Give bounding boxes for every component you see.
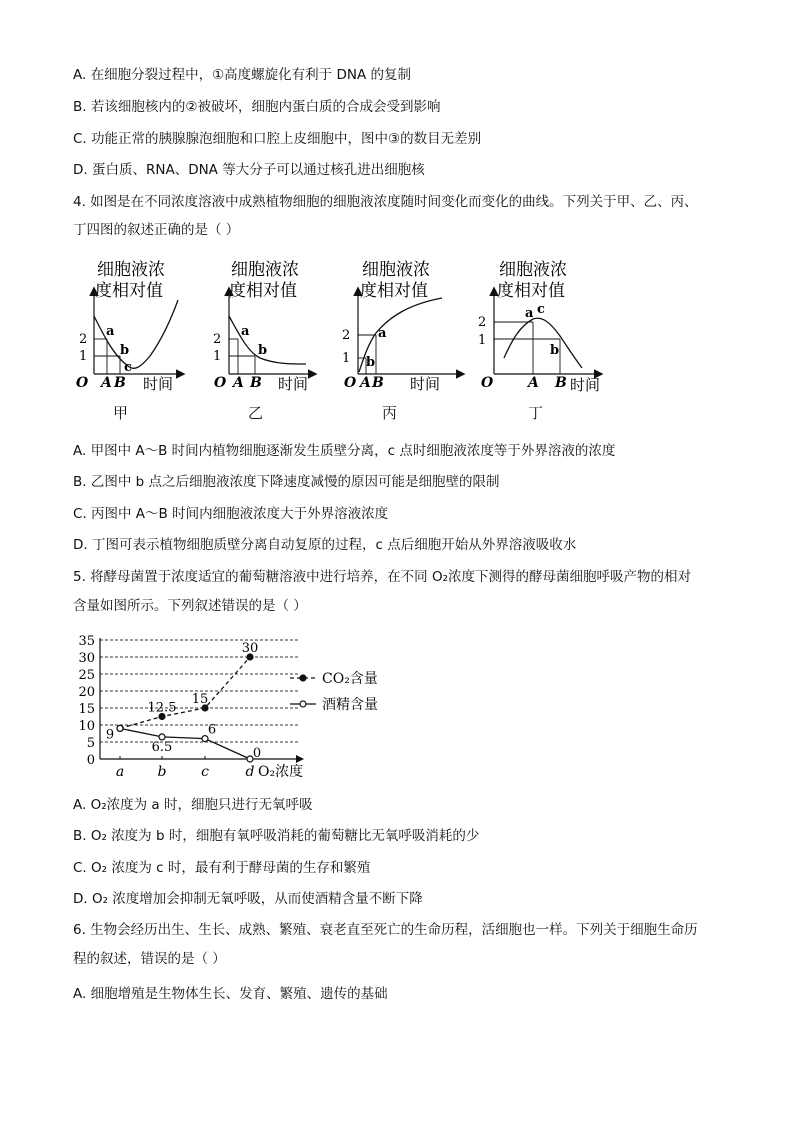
- chart-grid: [100, 640, 300, 742]
- q4-stem-line1: 4. 如图是在不同浓度溶液中成熟植物细胞的细胞液浓度随时间变化而变化的曲线。下列关于甲、乙、丙、: [73, 194, 698, 210]
- q3-option-c: C. 功能正常的胰腺腺泡细胞和口腔上皮细胞中，图中③的数目无差别: [73, 131, 482, 147]
- y-tick-label-35: 35: [78, 634, 95, 649]
- y-tick-label-15: 15: [78, 702, 95, 717]
- x-tick-label-a: a: [115, 764, 125, 780]
- graph-jia-point-b: b: [120, 343, 130, 358]
- graph-bing-xlabel: 时间: [410, 375, 441, 393]
- series-1-data-label-b: 6.5: [151, 739, 173, 755]
- graph-yi: [213, 260, 314, 393]
- x-tick-label-d: d: [245, 764, 255, 780]
- series-1-point-a: [117, 725, 123, 731]
- q5-stem-line1: 5. 将酵母菌置于浓度适宜的葡萄糖溶液中进行培养，在不同 O₂浓度下测得的酵母菌细胞呼吸产物的相对: [73, 569, 691, 585]
- graph-yi-ylabel-1: 细胞液浓: [231, 260, 299, 280]
- graph-bing-origin: O: [344, 375, 357, 391]
- graph-bing-tick-B: B: [372, 375, 384, 391]
- graph-ding-ylabel-1: 细胞液浓: [499, 260, 567, 280]
- graph-ding-origin: O: [481, 375, 494, 391]
- graph-ding-tick-B: B: [555, 375, 567, 391]
- q6-stem-line2: 程的叙述，错误的是（ ）: [73, 951, 226, 967]
- q3-option-a: A. 在细胞分裂过程中，①高度螺旋化有利于 DNA 的复制: [73, 67, 411, 83]
- legend-label-0: CO₂含量: [322, 671, 378, 687]
- graph-bing-point-a: a: [378, 326, 387, 341]
- q5-chart: [70, 628, 390, 783]
- graph-ding: [478, 260, 600, 394]
- graph-ding-curve: [504, 318, 582, 368]
- y-tick-label-0: 0: [86, 753, 95, 768]
- q6-option-a: A. 细胞增殖是生物体生长、发育、繁殖、遗传的基础: [73, 986, 388, 1002]
- graph-yi-origin: O: [214, 375, 227, 391]
- q5-option-d: D. O₂ 浓度增加会抑制无氧呼吸，从而使酒精含量不断下降: [73, 891, 423, 907]
- graph-ding-tick-A: A: [528, 375, 539, 391]
- q5-chart-svg: [70, 628, 390, 783]
- graph-jia-origin: O: [76, 375, 89, 391]
- graph-bing-point-b: b: [366, 355, 376, 370]
- graph-yi-point-b: b: [258, 343, 268, 358]
- graph-yi-tick-B: B: [250, 375, 262, 391]
- y-tick-label-5: 5: [86, 736, 95, 751]
- graph-yi-tick-1: 1: [213, 349, 222, 364]
- graph-jia-point-c: c: [124, 360, 132, 375]
- q5-option-c: C. O₂ 浓度为 c 时，最有利于酵母菌的生存和繁殖: [73, 860, 371, 876]
- graph-ding-xlabel: 时间: [570, 376, 601, 394]
- graph-jia-tick-1: 1: [79, 349, 88, 364]
- series-0-data-label-b: 12.5: [147, 700, 177, 716]
- graph-ding-point-a: a: [525, 306, 534, 321]
- series-line-0: [120, 657, 250, 728]
- q3-option-b: B. 若该细胞核内的②被破坏，细胞内蛋白质的合成会受到影响: [73, 99, 441, 115]
- graph-jia-ylabel-2: 度相对值: [95, 281, 163, 301]
- q3-option-d: D. 蛋白质、RNA、DNA 等大分子可以通过核孔进出细胞核: [73, 162, 425, 178]
- y-tick-label-10: 10: [78, 719, 95, 734]
- caption-bing: 丙: [382, 404, 398, 422]
- q5-option-b: B. O₂ 浓度为 b 时，细胞有氧呼吸消耗的葡萄糖比无氧呼吸消耗的少: [73, 828, 480, 844]
- graph-ding-ylabel-2: 度相对值: [497, 281, 565, 301]
- graph-yi-ylabel-2: 度相对值: [229, 281, 297, 301]
- legend-marker-1: [300, 701, 306, 707]
- series-0-data-label-d: 30: [241, 641, 259, 656]
- chart-axes: [78, 634, 304, 780]
- x-axis-label: O₂浓度: [258, 764, 304, 780]
- graph-jia-tick-2: 2: [79, 332, 88, 347]
- graph-jia-tick-B: B: [114, 375, 126, 391]
- graph-yi-tick-2: 2: [213, 332, 222, 347]
- x-axis-arrow: [296, 755, 304, 763]
- chart-legend: [290, 671, 378, 713]
- graph-bing-tick-A: A: [360, 375, 371, 391]
- graph-yi-xlabel: 时间: [278, 375, 309, 393]
- graph-ding-point-b: b: [550, 343, 560, 358]
- caption-ding: 丁: [528, 404, 544, 422]
- x-tick-label-b: b: [157, 764, 167, 780]
- y-tick-label-20: 20: [78, 685, 95, 700]
- caption-yi: 乙: [248, 404, 264, 422]
- q4-stem-line2: 丁四图的叙述正确的是（ ）: [73, 222, 240, 238]
- q4-option-d: D. 丁图可表示植物细胞质壁分离自动复原的过程，c 点后细胞开始从外界溶液吸收水: [73, 537, 577, 553]
- graph-jia-point-a: a: [106, 324, 115, 339]
- caption-jia: 甲: [113, 404, 129, 422]
- q4-option-b: B. 乙图中 b 点之后细胞液浓度下降速度减慢的原因可能是细胞壁的限制: [73, 474, 500, 490]
- q5-option-a: A. O₂浓度为 a 时，细胞只进行无氧呼吸: [73, 797, 313, 813]
- series-0-data-label-a: 9: [105, 727, 115, 743]
- chart-series: [106, 641, 261, 762]
- series-1-data-label-d: 0: [252, 746, 262, 761]
- graph-jia-tick-A: A: [101, 375, 112, 391]
- graph-jia: [76, 260, 182, 393]
- x-tick-label-c: c: [201, 764, 209, 780]
- q4-option-c: C. 丙图中 A～B 时间内细胞液浓度大于外界溶液浓度: [73, 506, 389, 522]
- q5-stem-line2: 含量如图所示。下列叙述错误的是（ ）: [73, 598, 307, 614]
- y-tick-label-30: 30: [78, 651, 95, 666]
- graph-jia-ylabel-1: 细胞液浓: [97, 260, 165, 280]
- legend-marker-0: [300, 675, 306, 681]
- q4-graphs: [70, 256, 630, 426]
- graph-ding-tick-1: 1: [478, 333, 487, 348]
- graph-yi-point-a: a: [241, 324, 250, 339]
- graph-ding-point-c: c: [537, 302, 545, 317]
- graph-bing-ylabel-2: 度相对值: [360, 281, 428, 301]
- graph-bing: [342, 260, 462, 393]
- q4-figure: [70, 256, 630, 426]
- series-line-1: [120, 728, 250, 759]
- y-tick-label-25: 25: [78, 668, 95, 683]
- graph-ding-tick-2: 2: [478, 315, 487, 330]
- legend-label-1: 酒精含量: [322, 697, 378, 713]
- graph-bing-ylabel-1: 细胞液浓: [362, 260, 430, 280]
- graph-bing-tick-1: 1: [342, 351, 351, 366]
- graph-jia-xlabel: 时间: [143, 375, 174, 393]
- graph-yi-tick-A: A: [233, 375, 244, 391]
- series-0-data-label-c: 15: [191, 692, 209, 707]
- graph-bing-tick-2: 2: [342, 328, 351, 343]
- series-1-data-label-c: 6: [207, 722, 217, 738]
- q4-option-a: A. 甲图中 A～B 时间内植物细胞逐渐发生质壁分离，c 点时细胞液浓度等于外界溶液的浓度: [73, 443, 616, 459]
- q6-stem-line1: 6. 生物会经历出生、生长、成熟、繁殖、衰老直至死亡的生命历程，活细胞也一样。下列关于细胞生命历: [73, 922, 698, 938]
